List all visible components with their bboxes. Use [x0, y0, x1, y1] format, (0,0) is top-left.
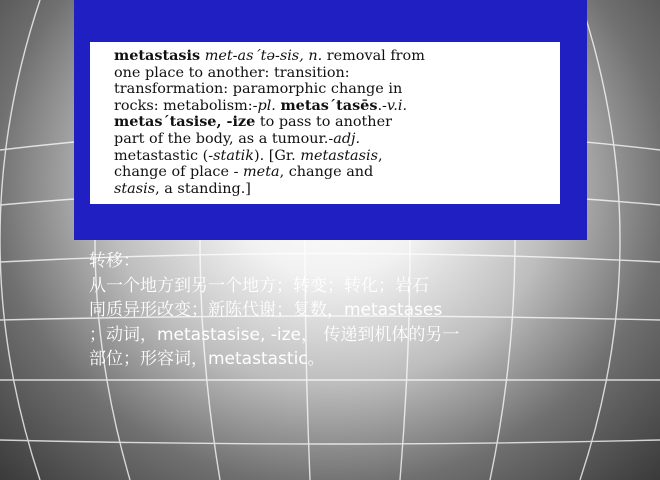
verb-label: v.i.: [386, 97, 408, 114]
translation-line-1: 从一个地方到另一个地方；转变；转化；岩石: [89, 275, 429, 296]
dict-line-4: [114, 98, 546, 115]
suffix: statik: [213, 147, 255, 164]
stasis-term: stasis: [114, 180, 156, 197]
dict-line-1: [114, 48, 546, 65]
verb-form: metas´tasise, -ize: [114, 113, 256, 131]
dict-line-3: transformation: paramorphic change in: [114, 81, 403, 98]
definition-text: metastastic (-: [114, 147, 214, 164]
dict-line-2: one place to another: transition:: [114, 64, 350, 81]
dictionary-entry-image: [90, 42, 560, 204]
adjective-label: adj.: [333, 130, 361, 147]
part-of-speech: n.: [308, 48, 323, 64]
translation-line-3: ；动词，metastasise, -ize， 传递到机体的另一: [89, 324, 460, 345]
translation-line-4: 部位；形容词，metastastic。: [89, 349, 325, 370]
definition-text: .-: [377, 97, 387, 114]
translation-heading: 转移：: [89, 251, 140, 271]
dict-line-7: [114, 148, 546, 165]
plural-form: metas´tasēs: [280, 96, 378, 114]
definition-text: ). [Gr.: [254, 147, 296, 164]
pronunciation: met-as´tə-sis,: [204, 48, 304, 64]
definition-text: ,: [378, 147, 383, 164]
definition-text: to pass to another: [259, 114, 392, 131]
definition-text: , change and: [279, 164, 374, 181]
definition-text: change of place -: [114, 164, 239, 181]
dict-line-9: [114, 181, 546, 198]
etymon: metastasis: [300, 147, 378, 164]
definition-text: , a standing.]: [155, 180, 251, 197]
meta-term: meta: [243, 164, 280, 181]
dict-line-8: [114, 164, 546, 181]
definition-text: removal from: [326, 48, 425, 64]
dict-line-5: [114, 114, 546, 131]
translation-line-2: 同质异形改变；新陈代谢；复数，metastases: [89, 300, 443, 321]
plural-label: pl.: [257, 97, 276, 114]
headword: metastasis: [114, 47, 201, 64]
definition-text: part of the body, as a tumour.-: [114, 130, 334, 147]
blue-panel: [74, 0, 587, 240]
definition-text: rocks: metabolism:-: [114, 97, 258, 114]
dict-line-6: [114, 131, 546, 148]
translation-text: [89, 249, 559, 372]
